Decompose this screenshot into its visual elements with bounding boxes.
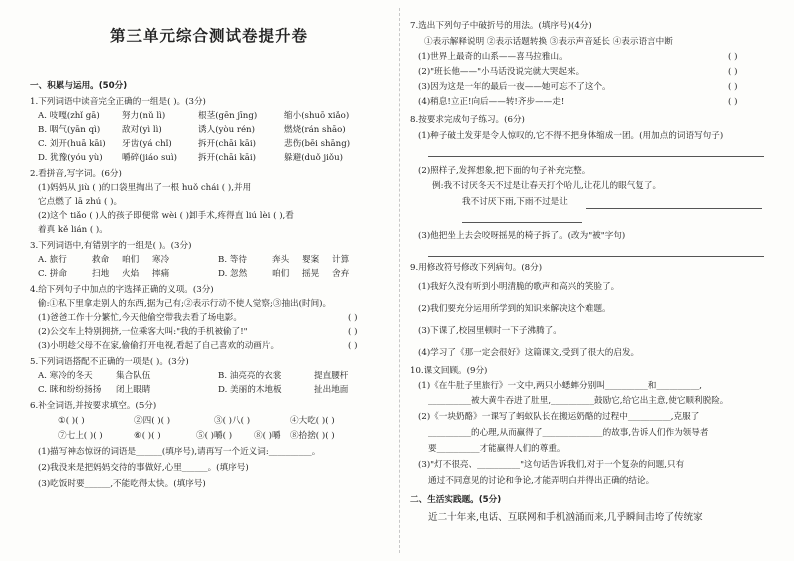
page-title: 第三单元综合测试卷提升卷: [109, 27, 308, 45]
q2-line-3: (2)这个 tiǎo ( )人的孩子即便常 wèi ( )卸手术,疼得直 liú lèi ( ),看: [38, 211, 294, 221]
q6-item-8[interactable]: ⑧( )嚼: [254, 431, 281, 441]
q1-c-1: C. 刘开(huā kāi): [38, 139, 106, 149]
q6-fill-3: (3)吃饭时要______,不能吃得太快。(填序号): [38, 479, 206, 489]
q6-item-4[interactable]: ④大吃( )( ): [290, 416, 335, 426]
q3-c-4: 摔痛: [152, 269, 170, 279]
q3-d-2: 咱们: [272, 269, 290, 279]
q1-d-4: 躲避(duǒ jiǒu): [284, 153, 343, 163]
q8-answer-line-4[interactable]: [428, 256, 764, 257]
right-column: [410, 0, 770, 561]
q1-a-1: A. 吱嘎(zhǐ gā): [38, 111, 100, 121]
q5-a-1: A. 寒冷的冬天: [38, 371, 93, 381]
q1-stem: 1.下列词语中读音完全正确的一组是( )。(3分): [30, 97, 206, 107]
q4-sentence-2: (2)公交车上特别拥挤,一位乘客大叫:"我的手机被偷了!": [38, 327, 248, 337]
q2-line-4: 着真 kě lián ( )。: [38, 225, 108, 235]
q9-sentence-1: (1)我好久没有听到小明清脆的歌声和高兴的笑脸了。: [418, 282, 620, 292]
q6-stem: 6.补全词语,并按要求填空。(5分): [30, 401, 157, 411]
q1-b-1: B. 咽气(yān qì): [38, 125, 101, 135]
q6-item-3[interactable]: ③( )八( ): [214, 416, 251, 426]
q3-b-4: 计算: [332, 255, 350, 265]
q9-sentence-2: (2)我们要充分运用所学到的知识来解决这个难题。: [418, 304, 611, 314]
q3-c-1: C. 拼命: [38, 269, 67, 279]
left-column: [30, 0, 388, 561]
q2-stem: 2.看拼音,写字词。(6分): [30, 169, 122, 179]
q5-c-2: 闭上眼睛: [116, 385, 151, 395]
q7-sentence-3: (3)因为这是一年的最后一夜——她可忘不了这个。: [418, 82, 611, 92]
column-divider: [399, 8, 400, 553]
q6-item-1[interactable]: ①( )( ): [58, 416, 85, 426]
q3-a-3: 咱们: [122, 255, 140, 265]
q7-sentence-1: (1)世界上最奇的山系——喜马拉雅山。: [418, 52, 568, 62]
q7-stem: 7.选出下列句子中破折号的用法。(填序号)(4分): [410, 21, 592, 31]
q10-line-1: (1)《在牛肚子里旅行》一文中,两只小蟋蟀分别叫__________和__________,: [418, 381, 703, 391]
q8-answer-line-1[interactable]: [428, 156, 764, 157]
q1-b-3: 诱人(yòu rén): [198, 125, 255, 135]
q8-task-2-prompt: 我不讨厌下雨,下雨不过是让: [462, 197, 568, 207]
q10-line-7: 通过不同意见的讨论和争论,才能弄明白并得出正确的结论。: [428, 476, 655, 486]
q3-b-2: 奔头: [272, 255, 290, 265]
q10-line-6: (3)"灯不很亮、__________"这句话告诉我们,对于一个复杂的问题,只有: [418, 460, 685, 470]
q7-sentence-2: (2)"班长他——"小马话没说完就大哭起来。: [418, 67, 585, 77]
q1-c-3: 拆开(chāi kāi): [198, 139, 256, 149]
q3-b-3: 婴案: [302, 255, 320, 265]
q9-sentence-3: (3)下课了,校园里顿时一下子沸腾了。: [418, 326, 562, 336]
q1-a-2: 努力(nǔ lì): [122, 111, 166, 121]
q1-d-1: D. 犹豫(yóu yù): [38, 153, 103, 163]
q1-c-4: 悲伤(bēi shāng): [284, 139, 351, 149]
q5-b-1: B. 油亮亮的衣裳: [218, 371, 282, 381]
q10-line-3: (2)《一块奶酪》一课写了蚂蚁队长在搬运奶酪的过程中__________,克服了: [418, 412, 700, 422]
q7-sentence-4: (4)稍息!立正!向后——转!齐步——走!: [418, 97, 565, 107]
q10-line-2: __________被大黄牛吞进了肚里,__________鼓励它,给它出主意,使它顺利脱险。: [428, 396, 729, 406]
q5-stem: 5.下列词语搭配不正确的一项是( )。(3分): [30, 357, 189, 367]
q10-line-5: 要__________才能赢得人们的尊重。: [428, 444, 566, 454]
q4-answer-1[interactable]: ( ): [348, 313, 358, 323]
q6-item-2[interactable]: ②四( )( ): [134, 416, 171, 426]
q7-answer-3[interactable]: ( ): [728, 82, 738, 92]
section-2-passage: 近二十年来,电话、互联网和手机汹涌而来,几乎瞬间击垮了传统家: [428, 512, 703, 523]
q9-sentence-4: (4)学习了《那一定会很好》这篇课文,受到了很大的启发。: [418, 348, 640, 358]
q3-b-1: B. 等待: [218, 255, 247, 265]
q5-c-1: C. 眯和纷纷扬扬: [38, 385, 102, 395]
q8-task-1: (1)种子破土发芽是令人惊叹的,它不得不把身体缩成一团。(用加点的词语写句子): [418, 131, 724, 141]
q4-definitions: 偷:①私下里拿走别人的东西,据为己有;②表示行动不使人觉察;③抽出(时间)。: [38, 299, 332, 309]
q6-fill-2: (2)我没来是把妈妈交待的事做好,心里______。(填序号): [38, 463, 249, 473]
q4-stem: 4.给下列句子中加点的字选择正确的义项。(3分): [30, 285, 214, 295]
q3-d-1: D. 忽然: [218, 269, 248, 279]
q8-answer-line-3[interactable]: [462, 222, 582, 223]
q5-a-2: 集合队伍: [116, 371, 151, 381]
q8-answer-line-2[interactable]: [586, 208, 762, 209]
q3-c-2: 扫地: [92, 269, 110, 279]
q10-line-4: __________的心理,从而赢得了______________的故事,告诉人们作为领导者: [428, 428, 709, 438]
section-1-heading: 一、积累与运用。(50分): [30, 81, 128, 91]
q3-a-4: 寒冷: [152, 255, 170, 265]
q5-b-2: 提直腰杆: [314, 371, 349, 381]
q6-item-6[interactable]: ⑥( )( ): [134, 431, 161, 441]
q6-item-5[interactable]: ⑦七上( )( ): [58, 431, 103, 441]
q3-c-3: 火焰: [122, 269, 140, 279]
q3-stem: 3.下列词语中,有错别字的一组是( )。(3分): [30, 241, 192, 251]
q1-c-2: 牙齿(yá chǐ): [122, 139, 172, 149]
q7-answer-2[interactable]: ( ): [728, 67, 738, 77]
q4-sentence-1: (1)爸爸工作十分繁忙,今天他偷空带我去看了场电影。: [38, 313, 242, 323]
q1-b-2: 敌对(yì lì): [122, 125, 162, 135]
q2-line-1: (1)妈妈从 jiù ( )的口袋里掏出了一根 huǒ chái ( ),并用: [38, 183, 252, 193]
q1-d-3: 拆开(chāi kāi): [198, 153, 256, 163]
q4-sentence-3: (3)小明趁父母不在家,偷偷打开电视,看起了自己喜欢的动画片。: [38, 341, 280, 351]
q1-a-3: 根茎(gēn jīng): [198, 111, 258, 121]
q7-answer-4[interactable]: ( ): [728, 97, 738, 107]
q2-line-2: 它点燃了 lā zhú ( )。: [38, 197, 123, 207]
q6-fill-1: (1)描写神态惊讶的词语是______(填序号),请再写一个近义词:__________。: [38, 447, 321, 457]
q8-stem: 8.按要求完成句子练习。(6分): [410, 115, 525, 125]
q8-task-2: (2)照样子,发挥想象,把下面的句子补充完整。: [418, 166, 591, 176]
q3-a-2: 救命: [92, 255, 110, 265]
section-2-heading: 二、生活实践题。(5分): [410, 495, 502, 505]
q7-answer-1[interactable]: ( ): [728, 52, 738, 62]
q5-d-2: 扯出地面: [314, 385, 349, 395]
q10-stem: 10.课文回顾。(9分): [410, 366, 488, 376]
q8-task-3: (3)他把坐上去会咬呀摇晃的椅子拆了。(改为"被"字句): [418, 231, 626, 241]
q1-b-4: 燃烧(rán shāo): [284, 125, 346, 135]
q7-options: ①表示解释说明 ②表示话题转换 ③表示声音延长 ④表示语言中断: [424, 37, 673, 47]
q1-d-2: 嚼碎(jiáo suì): [122, 153, 178, 163]
q6-item-7[interactable]: ⑤( )嚼( ): [196, 431, 233, 441]
q3-a-1: A. 旅行: [38, 255, 67, 265]
q3-d-3: 摇晃: [302, 269, 320, 279]
q1-a-4: 缩小(shuō xiǎo): [284, 111, 350, 121]
q3-d-4: 舍弃: [332, 269, 350, 279]
q9-stem: 9.用修改符号修改下列病句。(8分): [410, 263, 543, 273]
q8-example: 例:我不讨厌冬天不过是让春天打个哈儿,让花儿的眼气复了。: [432, 181, 662, 191]
q4-answer-3[interactable]: ( ): [348, 341, 358, 351]
q6-item-9[interactable]: ⑧拾捨( )( ): [290, 431, 335, 441]
q5-d-1: D. 美丽的木地板: [218, 385, 282, 395]
q4-answer-2[interactable]: ( ): [348, 327, 358, 337]
